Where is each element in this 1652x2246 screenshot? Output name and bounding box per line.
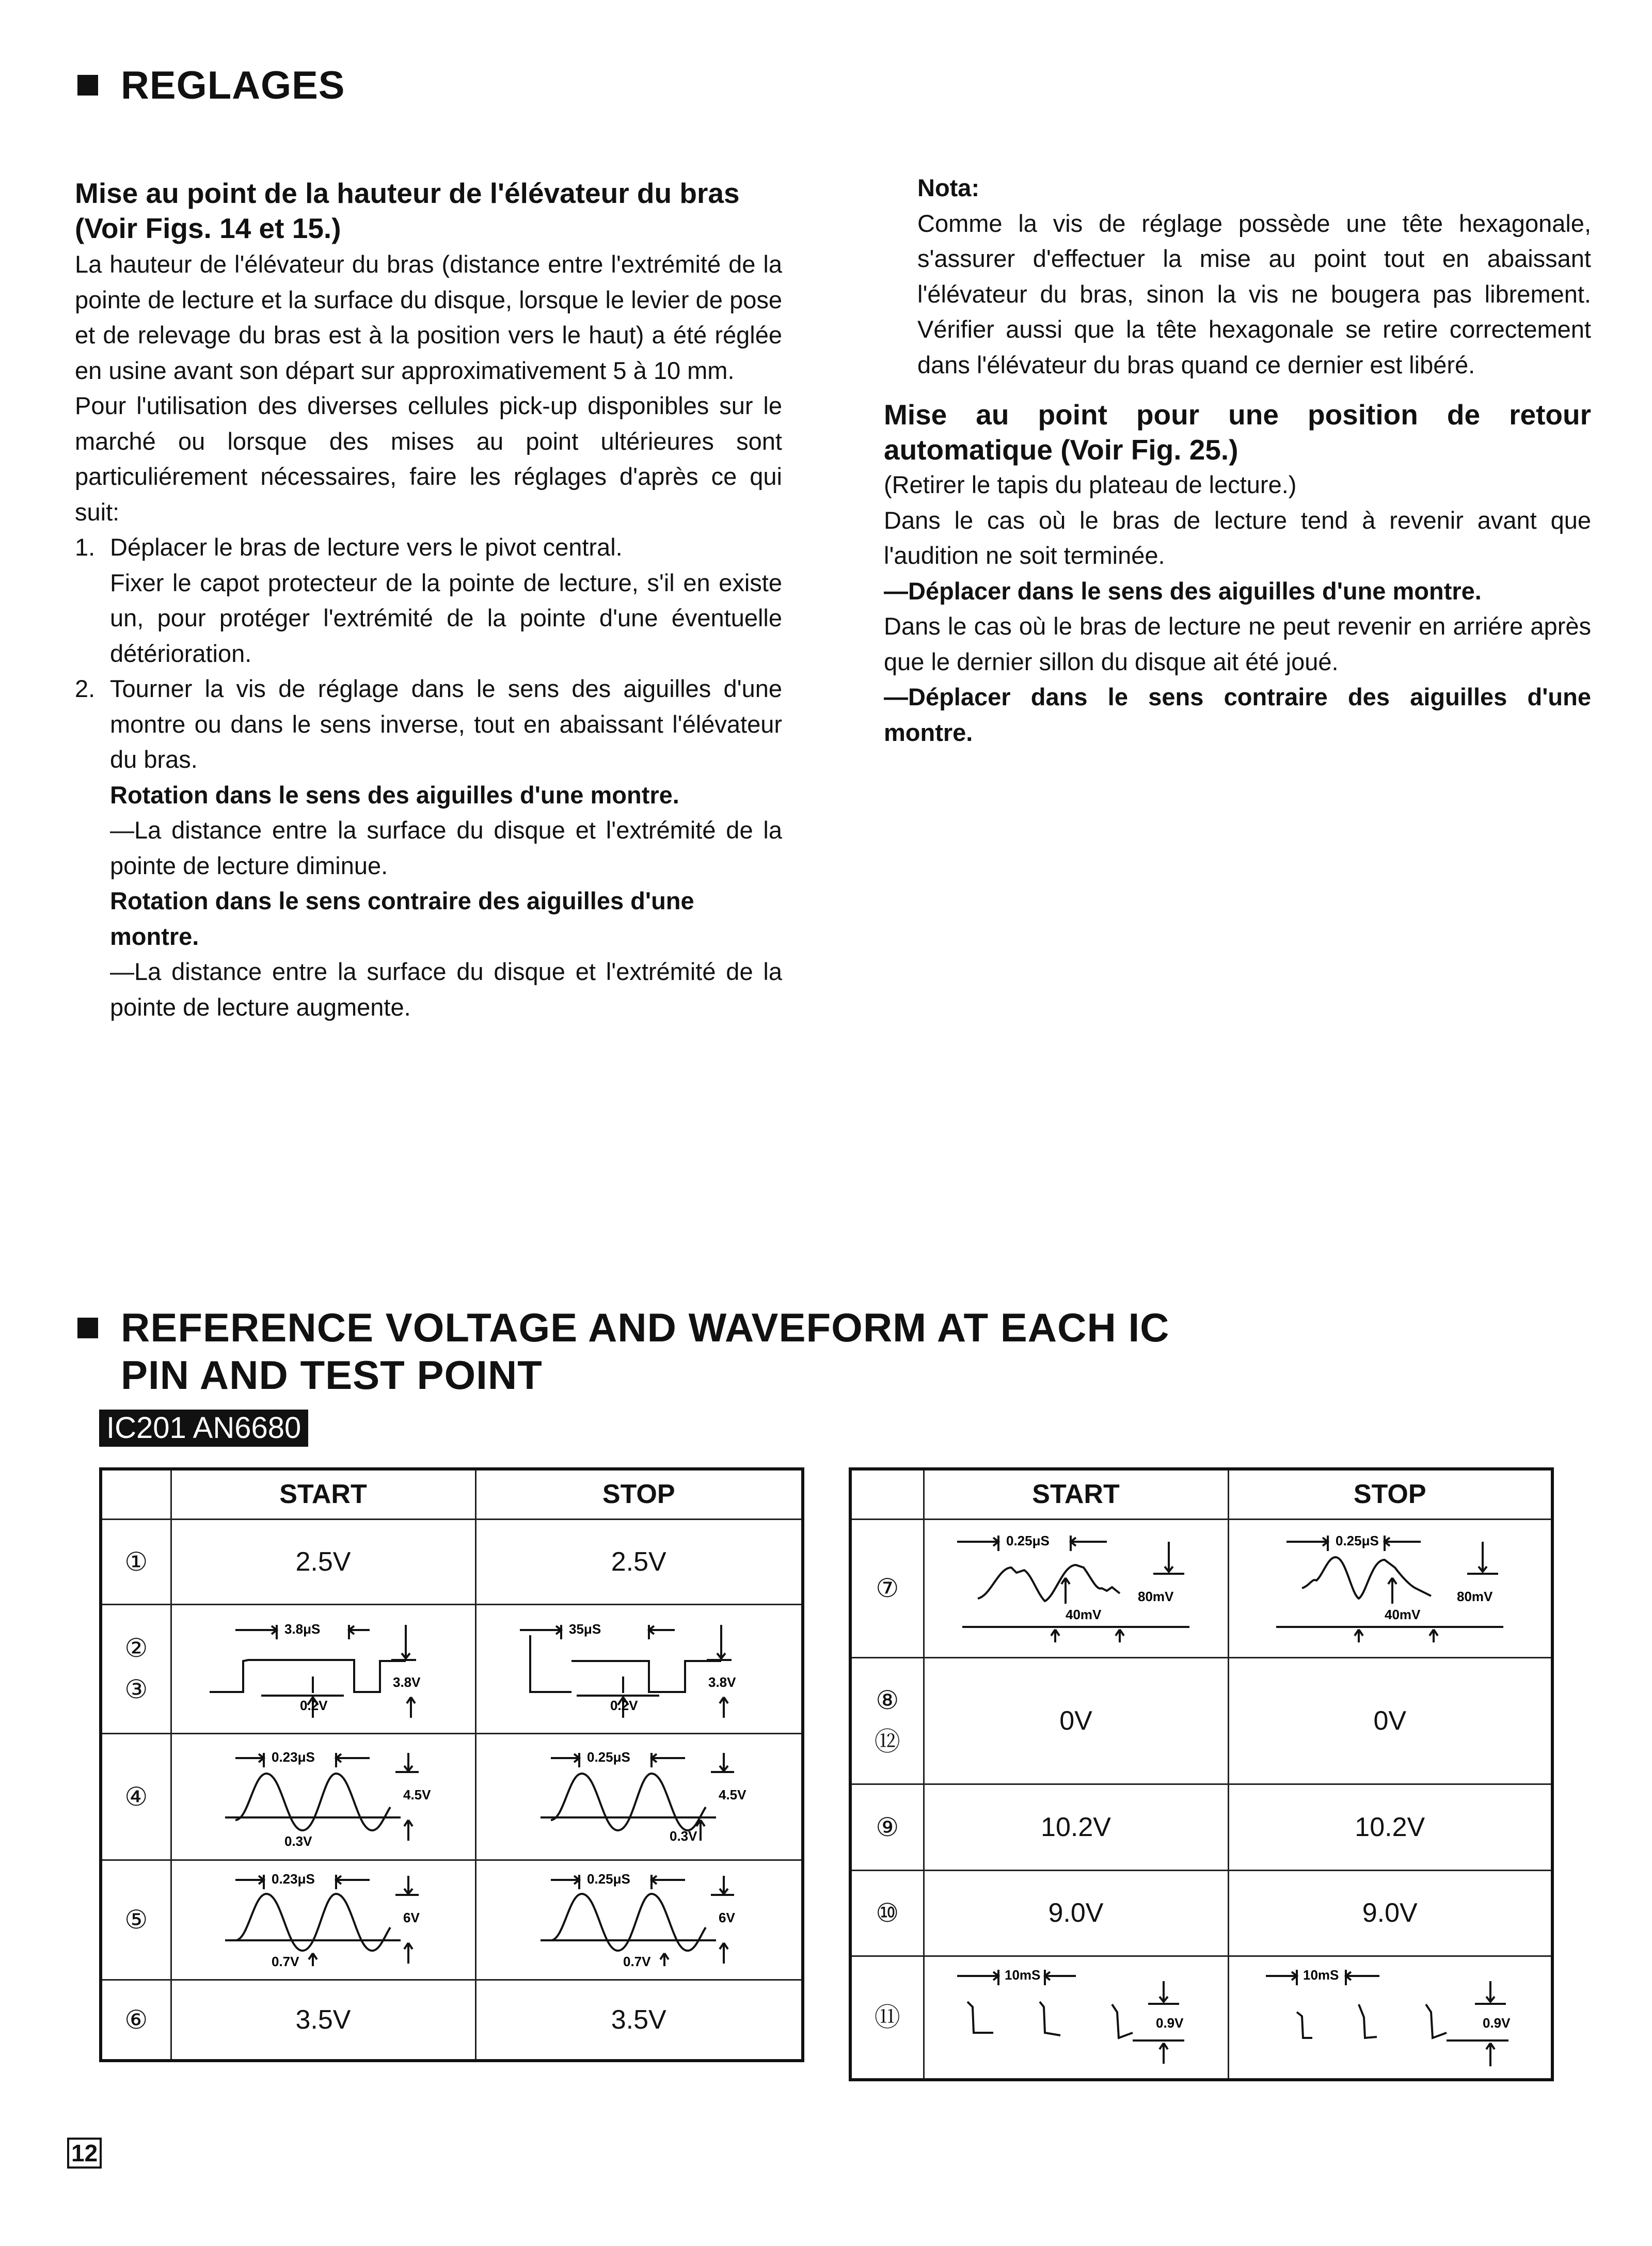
- waveform-table-left: [99, 1467, 804, 2062]
- paragraph-utilisation: Pour l'utilisation des diverses cellules pick-up disponibles sur le marché ou lorsque des mises au point ultérieures sont particuliérement nécessaires, faire les réglages d'après ce qui suit:: [75, 392, 782, 526]
- page-number: 12: [67, 2138, 102, 2169]
- sine-waveform-icon: [199, 1743, 447, 1851]
- pin-label: ①: [101, 1519, 171, 1604]
- header-start: START: [924, 1469, 1228, 1519]
- stop-waveform-cell: [1228, 1519, 1552, 1657]
- pin-b: ⑫: [874, 1727, 900, 1756]
- table-row: [101, 1860, 803, 1980]
- paragraph-tapis: (Retirer le tapis du plateau de lecture.): [884, 471, 1297, 498]
- sawtooth-waveform-icon: [1256, 1960, 1524, 2074]
- square-waveform-icon: [199, 1615, 447, 1723]
- stop-value: 9.0V: [1228, 1870, 1552, 1956]
- header-start: START: [171, 1469, 475, 1519]
- header-blank: [850, 1469, 924, 1519]
- heading-bras-hauteur: Mise au point de la hauteur de l'élévateur du bras: [75, 177, 740, 209]
- start-hi-label: 6V: [403, 1910, 420, 1925]
- ripple-waveform-icon: [1256, 1526, 1524, 1650]
- ccw-heading: Rotation dans le sens contraire des aiguilles d'une montre.: [110, 887, 694, 950]
- step-2-text: Tourner la vis de réglage dans le sens des aiguilles d'une montre ou dans le sens inverse, tout en abaissant l'élévateur du bras.: [110, 675, 782, 773]
- heading-retour-auto: Mise au point pour une position de retour automatique (Voir Fig. 25.): [884, 399, 1591, 466]
- pin-label: [850, 1657, 924, 1784]
- stop-time-label: 0.25μS: [1336, 1533, 1379, 1548]
- pin-a: ⑧: [876, 1685, 899, 1715]
- step-1-text-b: Fixer le capot protecteur de la pointe de lecture, s'il en existe un, pour protéger l'extrémité de la pointe d'une éventuelle détérioration.: [110, 568, 782, 667]
- start-hi-label: 3.8V: [393, 1674, 421, 1690]
- pin-a: ②: [124, 1634, 148, 1663]
- start-waveform-cell: [171, 1733, 475, 1860]
- pin-label: ⑦: [850, 1519, 924, 1657]
- stop-lo-label: 40mV: [1385, 1607, 1421, 1622]
- stop-time-label: 35μS: [569, 1621, 601, 1637]
- stop-waveform-cell: [475, 1604, 803, 1733]
- start-time-label: 0.23μS: [272, 1749, 315, 1765]
- start-value: 3.5V: [171, 1980, 475, 2061]
- step-1-text-a: Déplacer le bras de lecture vers le pivot central.: [110, 533, 623, 561]
- stop-v-label: 0.9V: [1483, 2015, 1511, 2031]
- start-lo-label: 0.7V: [272, 1954, 299, 1969]
- start-waveform-cell: [924, 1519, 1228, 1657]
- start-waveform-cell: [924, 1956, 1228, 2080]
- pin-label: [101, 1604, 171, 1733]
- square-bullet-icon: [77, 1318, 98, 1338]
- nota-text: Comme la vis de réglage possède une tête hexagonale, s'assurer d'effectuer la mise au point tout en abaissant l'élévateur du bras, sinon la vis ne bougera pas librement. Vérifier aussi que la tête hexagonale se retire correctement dans l'élévateur du bras quand ce dernier est libéré.: [917, 209, 1591, 378]
- paragraph-case-1: Dans le cas où le bras de lecture tend à revenir avant que l'audition ne soit terminée.: [884, 506, 1591, 569]
- start-time-label: 10mS: [1005, 1967, 1041, 1983]
- step-1-number: 1.: [75, 533, 96, 561]
- pin-label: ⑨: [850, 1784, 924, 1870]
- stop-lo-label: 0.2V: [610, 1698, 638, 1713]
- nota-block: [884, 170, 1591, 383]
- section-title-reglages: [77, 62, 345, 109]
- start-value: 2.5V: [171, 1519, 475, 1604]
- stop-hi-label: 3.8V: [708, 1674, 736, 1690]
- cw-heading: Rotation dans le sens des aiguilles d'une montre.: [110, 781, 679, 809]
- header-stop: STOP: [475, 1469, 803, 1519]
- reference-title-line-2: PIN AND TEST POINT: [121, 1352, 543, 1398]
- sine-waveform-icon: [515, 1865, 763, 1974]
- sine-waveform-icon: [515, 1743, 763, 1851]
- sawtooth-waveform-icon: [942, 1960, 1210, 2074]
- table-row: [101, 1980, 803, 2061]
- nota-label: Nota:: [917, 174, 980, 201]
- ripple-waveform-icon: [942, 1526, 1210, 1650]
- stop-time-label: 0.25μS: [587, 1871, 631, 1887]
- table-row: [101, 1733, 803, 1860]
- start-lo-label: 0.3V: [284, 1833, 312, 1849]
- start-time-label: 0.25μS: [1006, 1533, 1050, 1548]
- stop-value: 10.2V: [1228, 1784, 1552, 1870]
- stop-lo-label: 0.3V: [670, 1828, 697, 1844]
- reference-title-line-1: REFERENCE VOLTAGE AND WAVEFORM AT EACH IC: [121, 1305, 1170, 1350]
- stop-hi-label: 4.5V: [719, 1786, 746, 1802]
- paragraph-hauteur: La hauteur de l'élévateur du bras (distance entre l'extrémité de la pointe de lecture et la surface du disque, lorsque le levier de pose et de relevage du bras est à la position vers le haut) a été réglée en usine avant son départ sur approximativement 5 à 10 mm.: [75, 250, 782, 384]
- header-blank: [101, 1469, 171, 1519]
- stop-hi-label: 6V: [719, 1910, 736, 1925]
- start-hi-label: 80mV: [1138, 1589, 1174, 1604]
- paragraph-case-2: Dans le cas où le bras de lecture ne peut revenir en arriére après que le dernier sillon du disque ait été joué.: [884, 612, 1591, 675]
- pin-label: ⑩: [850, 1870, 924, 1956]
- start-value: 9.0V: [924, 1870, 1228, 1956]
- stop-time-label: 0.25μS: [587, 1749, 631, 1765]
- step-1: [75, 530, 782, 671]
- waveform-table-right: [849, 1467, 1554, 2081]
- stop-waveform-cell: [475, 1860, 803, 1980]
- square-waveform-icon: [515, 1615, 763, 1723]
- cw-text: —La distance entre la surface du disque et l'extrémité de la pointe de lecture diminue.: [110, 816, 782, 879]
- pin-label: ⑥: [101, 1980, 171, 2061]
- table-row: [101, 1604, 803, 1733]
- table-row: [850, 1956, 1552, 2080]
- case-1-action: —Déplacer dans le sens des aiguilles d'une montre.: [884, 577, 1482, 605]
- stop-lo-label: 0.7V: [623, 1954, 651, 1969]
- step-2-number: 2.: [75, 675, 96, 702]
- stop-value: 2.5V: [475, 1519, 803, 1604]
- start-hi-label: 4.5V: [403, 1786, 431, 1802]
- start-time-label: 0.23μS: [272, 1871, 315, 1887]
- square-bullet-icon: [77, 75, 98, 96]
- section-title-text: REGLAGES: [121, 64, 345, 107]
- table-row: [850, 1870, 1552, 1956]
- start-v-label: 0.9V: [1156, 2015, 1184, 2031]
- reglages-right-column: [884, 170, 1591, 750]
- reglages-left-column: [75, 176, 782, 1025]
- case-2-action: —Déplacer dans le sens contraire des aiguilles d'une montre.: [884, 683, 1591, 746]
- heading-voir-figs: (Voir Figs. 14 et 15.): [75, 212, 341, 244]
- table-row: [101, 1519, 803, 1604]
- pin-label: ⑪: [850, 1956, 924, 2080]
- stop-value: 0V: [1228, 1657, 1552, 1784]
- stop-waveform-cell: [475, 1733, 803, 1860]
- start-lo-label: 40mV: [1066, 1607, 1102, 1622]
- sine-waveform-icon: [199, 1865, 447, 1974]
- table-header-row: [101, 1469, 803, 1519]
- table-row: [850, 1784, 1552, 1870]
- start-value: 0V: [924, 1657, 1228, 1784]
- header-stop: STOP: [1228, 1469, 1552, 1519]
- stop-value: 3.5V: [475, 1980, 803, 2061]
- stop-time-label: 10mS: [1303, 1967, 1339, 1983]
- start-waveform-cell: [171, 1604, 475, 1733]
- start-waveform-cell: [171, 1860, 475, 1980]
- start-lo-label: 0.2V: [300, 1698, 328, 1713]
- stop-waveform-cell: [1228, 1956, 1552, 2080]
- step-2: [75, 671, 782, 1025]
- stop-hi-label: 80mV: [1457, 1589, 1493, 1604]
- ic-label: IC201 AN6680: [99, 1410, 308, 1447]
- table-row: [850, 1519, 1552, 1657]
- start-value: 10.2V: [924, 1784, 1228, 1870]
- pin-label: ⑤: [101, 1860, 171, 1980]
- table-header-row: [850, 1469, 1552, 1519]
- section-title-reference: [77, 1304, 1169, 1399]
- ccw-text: —La distance entre la surface du disque et l'extrémité de la pointe de lecture augmente.: [110, 958, 782, 1021]
- pin-b: ③: [124, 1675, 148, 1704]
- start-time-label: 3.8μS: [284, 1621, 321, 1637]
- table-row: [850, 1657, 1552, 1784]
- pin-label: ④: [101, 1733, 171, 1860]
